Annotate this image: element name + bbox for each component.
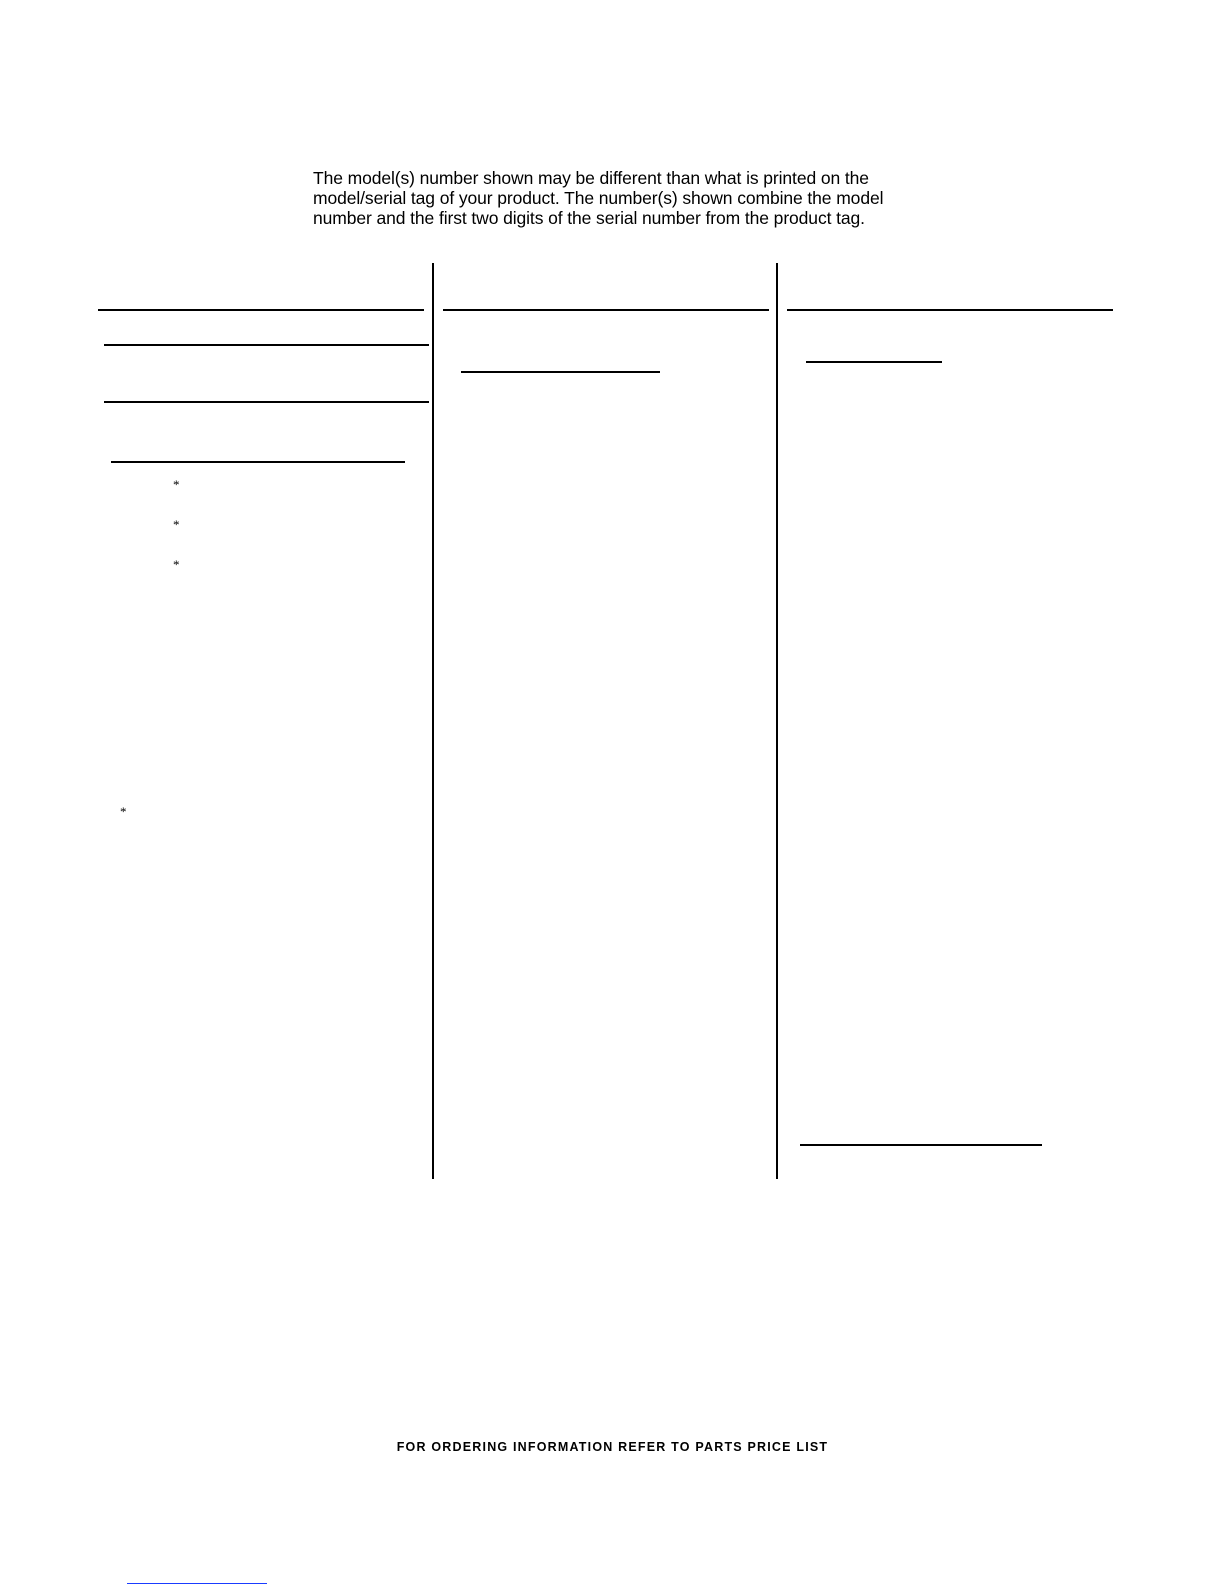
column-3-rule-2: [800, 1144, 1042, 1146]
notice-line-3: number and the first two digits of the serial number from the product tag.: [313, 208, 865, 228]
column-3-header-rule: [787, 309, 1113, 311]
column-divider-left: [432, 263, 434, 1179]
notice-line-2: model/serial tag of your product. The number(s) shown combine the model: [313, 188, 884, 208]
column-divider-right: [776, 263, 778, 1179]
column-1-rule-2: [104, 401, 429, 403]
column-2-rule-1: [461, 371, 660, 373]
column-3-rule-1: [806, 361, 942, 363]
column-2-header-rule: [443, 309, 769, 311]
column-1-rule-3: [111, 461, 405, 463]
asterisk-marker-2: *: [173, 517, 180, 532]
column-1-header-rule: [98, 309, 424, 311]
asterisk-marker-3: *: [173, 557, 180, 572]
asterisk-marker-4: *: [120, 804, 127, 819]
asterisk-marker-1: *: [173, 477, 180, 492]
ordering-info-footer: FOR ORDERING INFORMATION REFER TO PARTS PRICE LIST: [396, 1440, 829, 1454]
column-1-rule-1: [104, 344, 429, 346]
model-number-notice: [313, 168, 953, 228]
bottom-link-underline[interactable]: [127, 1583, 267, 1584]
notice-line-1: The model(s) number shown may be different than what is printed on the: [313, 168, 869, 188]
